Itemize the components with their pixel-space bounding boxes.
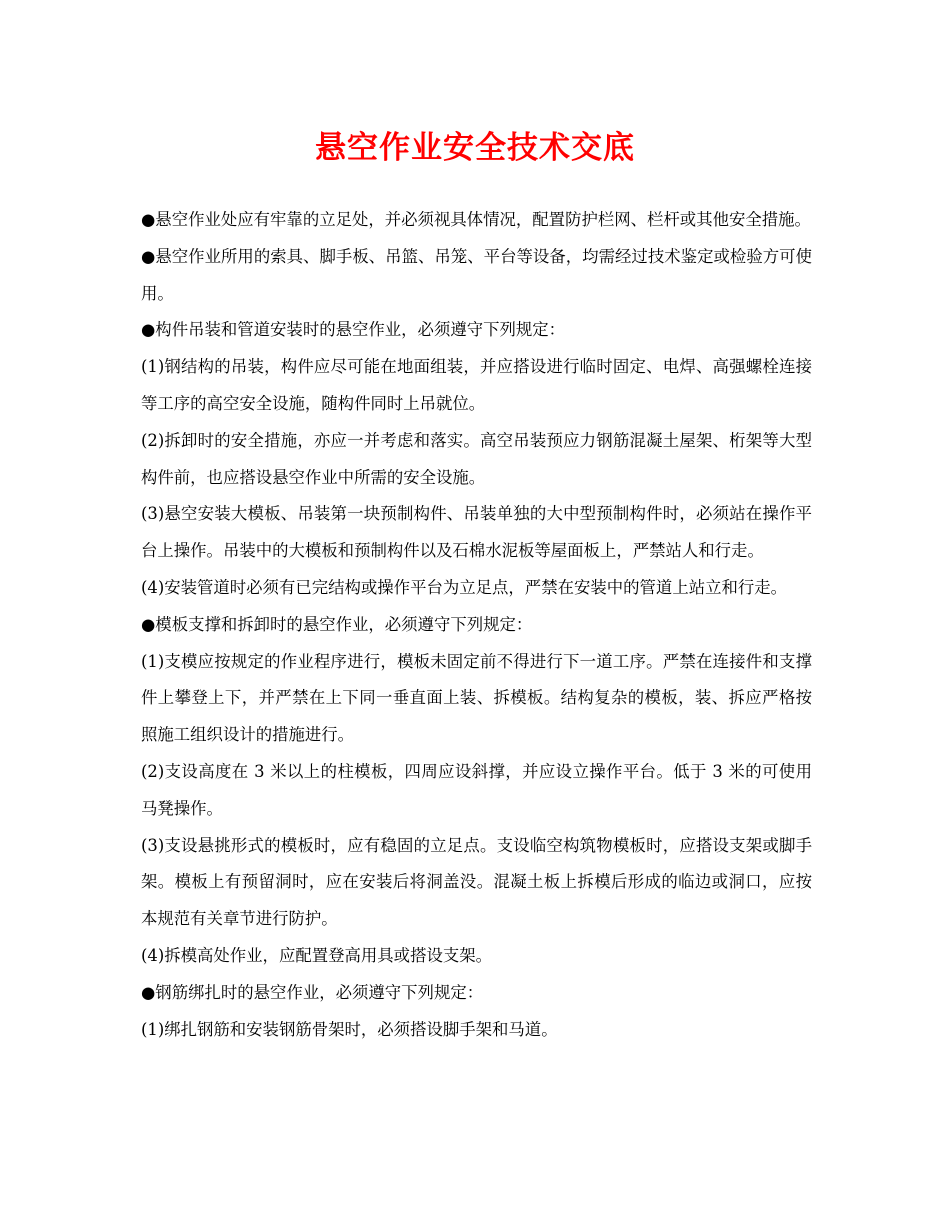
paragraph-1: ●悬空作业处应有牢靠的立足处，并必须视具体情况，配置防护栏网、栏杆或其他安全措施。 <box>141 210 811 229</box>
document-title: 悬空作业安全技术交底 <box>315 130 635 166</box>
paragraph-12: (4)拆模高处作业，应配置登高用具或搭设支架。 <box>141 945 493 965</box>
paragraph-3: ●构件吊装和管道安装时的悬空作业，必须遵守下列规定： <box>141 320 566 340</box>
paragraph-7: (4)安装管道时必须有已完结构或操作平台为立足点，严禁在安装中的管道上站立和行走。 <box>141 577 788 597</box>
document-body <box>141 202 812 1048</box>
paragraph-10: (2)支设高度在 3 米以上的柱模板，四周应设斜撑，并应设立操作平台。低于 3 米的可使用马凳操作。 <box>141 761 812 818</box>
paragraph-2: ●悬空作业所用的索具、脚手板、吊篮、吊笼、平台等设备，均需经过技术鉴定或检验方可使用。 <box>141 246 812 303</box>
paragraph-4: (1)钢结构的吊装，构件应尽可能在地面组装，并应搭设进行临时固定、电焊、高强螺栓连接等工序的高空安全设施，随构件同时上吊就位。 <box>141 357 812 413</box>
paragraph-6: (3)悬空安装大模板、吊装第一块预制构件、吊装单独的大中型预制构件时，必须站在操作平台上操作。吊装中的大模板和预制构件以及石棉水泥板等屋面板上，严禁站人和行走。 <box>141 504 812 561</box>
paragraph-14: (1)绑扎钢筋和安装钢筋骨架时，必须搭设脚手架和马道。 <box>141 1019 558 1039</box>
paragraph-5: (2)拆卸时的安全措施，亦应一并考虑和落实。高空吊装预应力钢筋混凝土屋架、桁架等大型构件前，也应搭设悬空作业中所需的安全设施。 <box>141 430 812 487</box>
paragraph-9: (1)支模应按规定的作业程序进行，模板未固定前不得进行下一道工序。严禁在连接件和支撑件上攀登上下，并严禁在上下同一垂直面上装、拆模板。结构复杂的模板，装、拆应严格按照施工组织设计的措施进行。 <box>141 651 812 745</box>
paragraph-13: ●钢筋绑扎时的悬空作业，必须遵守下列规定： <box>141 982 484 1002</box>
paragraph-11: (3)支设悬挑形式的模板时，应有稳固的立足点。支设临空构筑物模板时，应搭设支架或脚手架。模板上有预留洞时，应在安装后将洞盖没。混凝土板上拆模后形成的临边或洞口，应按本规范有关章节进行防护。 <box>141 835 812 929</box>
paragraph-8: ●模板支撑和拆卸时的悬空作业，必须遵守下列规定： <box>141 614 533 634</box>
